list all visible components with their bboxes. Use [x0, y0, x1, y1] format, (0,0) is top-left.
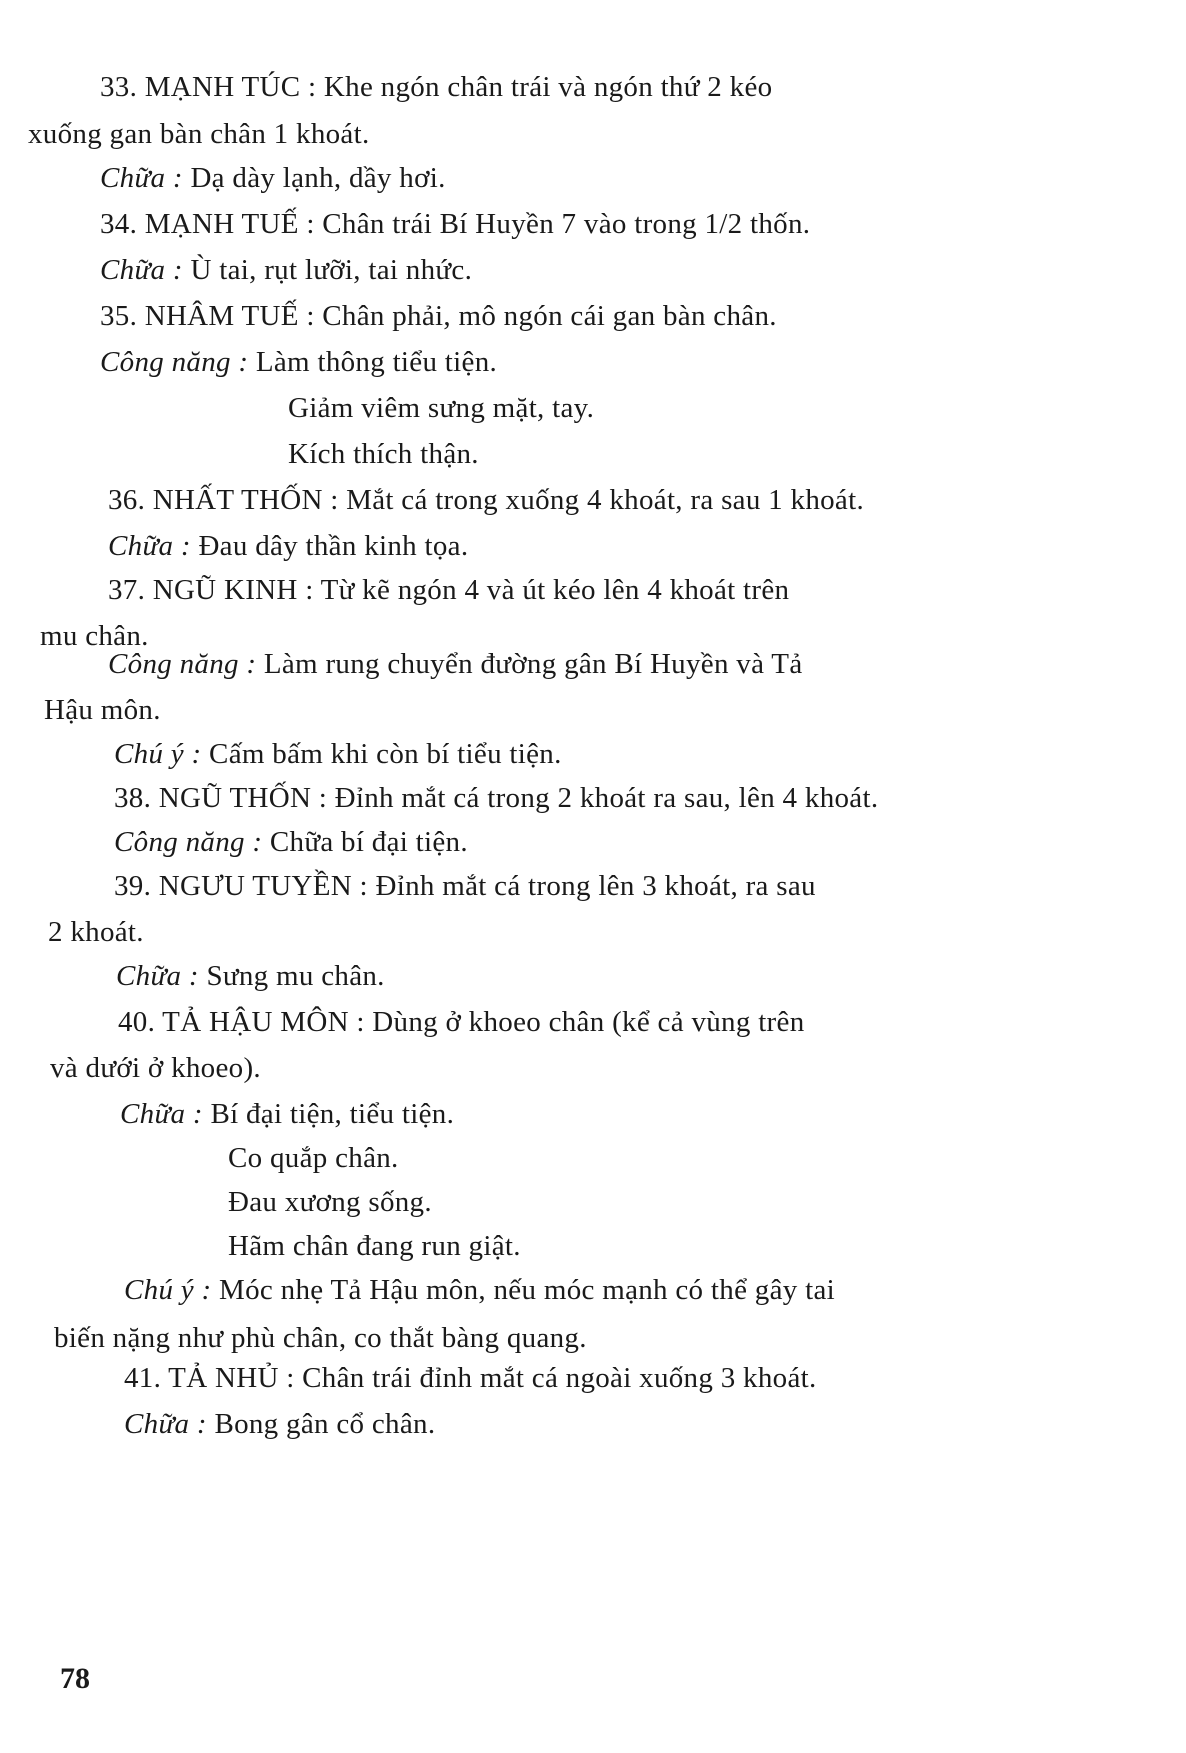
label-cong-nang: Công năng :: [114, 826, 263, 858]
entry-33-treatment: [100, 161, 446, 195]
entry-37-continued: mu chân.: [40, 620, 149, 652]
entry-40-continued: và dưới ở khoeo).: [50, 1052, 261, 1084]
treatment-text: Bí đại tiện, tiểu tiện.: [210, 1098, 455, 1130]
entry-37-function-continued: Hậu môn.: [44, 694, 161, 726]
function-text: Làm thông tiểu tiện.: [255, 346, 498, 378]
label-chua: Chữa :: [100, 254, 183, 286]
entry-40-treatment-2: Co quắp chân.: [228, 1142, 399, 1174]
label-chua: Chữa :: [108, 530, 191, 562]
label-chua: Chữa :: [116, 960, 199, 992]
entry-39-title: 39. NGƯU TUYỀN : Đỉnh mắt cá trong lên 3 khoát, ra sau: [114, 870, 816, 902]
entry-37-title: 37. NGŨ KINH : Từ kẽ ngón 4 và út kéo lên 4 khoát trên: [108, 574, 790, 606]
label-chu-y: Chú ý :: [114, 738, 202, 770]
entry-34-treatment: [100, 253, 472, 287]
entry-40-title: 40. TẢ HẬU MÔN : Dùng ở khoeo chân (kể cả vùng trên: [118, 1006, 805, 1038]
entry-41-title: 41. TẢ NHỦ : Chân trái đỉnh mắt cá ngoài xuống 3 khoát.: [124, 1362, 817, 1394]
entry-35-function-2: Giảm viêm sưng mặt, tay.: [288, 392, 595, 424]
entry-36-title: 36. NHẤT THỐN : Mắt cá trong xuống 4 khoát, ra sau 1 khoát.: [108, 484, 865, 516]
entry-33-title: 33. MẠNH TÚC : Khe ngón chân trái và ngón thứ 2 kéo: [100, 71, 773, 103]
label-cong-nang: Công năng :: [108, 648, 257, 680]
function-text: Làm rung chuyển đường gân Bí Huyền và Tả: [263, 648, 803, 680]
entry-36-treatment: [108, 529, 468, 563]
label-chua: Chữa :: [100, 162, 183, 194]
note-text: Móc nhẹ Tả Hậu môn, nếu móc mạnh có thể gây tai: [219, 1274, 835, 1306]
label-chua: Chữa :: [124, 1408, 207, 1440]
entry-33-continued: xuống gan bàn chân 1 khoát.: [28, 118, 370, 150]
entry-40-note-continued: biến nặng như phù chân, co thắt bàng quang.: [54, 1322, 587, 1354]
treatment-text: Bong gân cổ chân.: [214, 1408, 436, 1440]
entry-34-title: 34. MẠNH TUẾ : Chân trái Bí Huyền 7 vào trong 1/2 thốn.: [100, 208, 811, 240]
treatment-text: Ù tai, rụt lưỡi, tai nhức.: [190, 254, 473, 286]
label-chua: Chữa :: [120, 1098, 203, 1130]
entry-40-note: [124, 1273, 835, 1307]
entry-40-treatment-4: Hãm chân đang run giật.: [228, 1230, 521, 1262]
entry-40-treatment-3: Đau xương sống.: [228, 1186, 432, 1218]
entry-41-treatment: [124, 1407, 435, 1441]
label-cong-nang: Công năng :: [100, 346, 249, 378]
note-text: Cấm bấm khi còn bí tiểu tiện.: [209, 738, 562, 770]
entry-37-note: [114, 737, 562, 771]
page-number: 78: [60, 1662, 90, 1695]
entry-35-title: 35. NHÂM TUẾ : Chân phải, mô ngón cái gan bàn chân.: [100, 300, 777, 332]
entry-38-function: [114, 825, 468, 859]
treatment-text: Đau dây thần kinh tọa.: [198, 530, 469, 562]
function-text: Chữa bí đại tiện.: [269, 826, 468, 858]
entry-39-treatment: [116, 959, 385, 993]
entry-39-continued: 2 khoát.: [48, 916, 144, 948]
treatment-text: Sưng mu chân.: [206, 960, 385, 992]
entry-40-treatment: [120, 1097, 454, 1131]
label-chu-y: Chú ý :: [124, 1274, 212, 1306]
entry-38-title: 38. NGŨ THỐN : Đỉnh mắt cá trong 2 khoát ra sau, lên 4 khoát.: [114, 782, 879, 814]
entry-35-function: [100, 345, 497, 379]
treatment-text: Dạ dày lạnh, dầy hơi.: [190, 162, 446, 194]
entry-37-function: [108, 647, 803, 681]
entry-35-function-3: Kích thích thận.: [288, 438, 479, 470]
